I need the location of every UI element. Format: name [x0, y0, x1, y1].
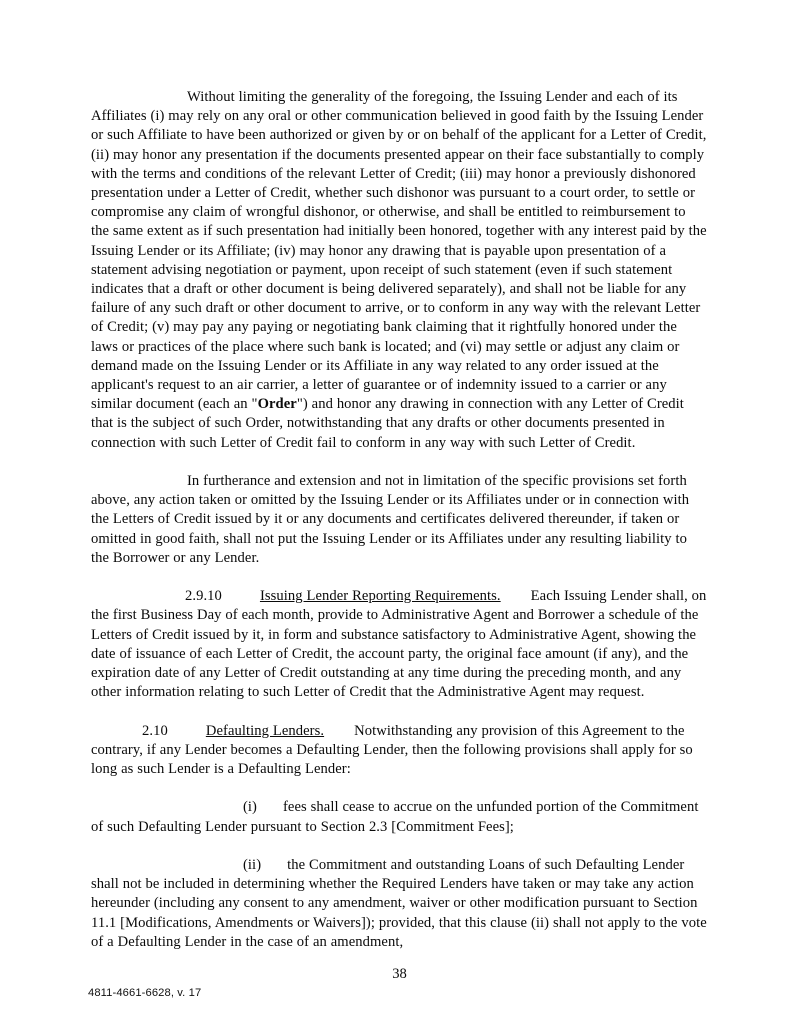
paragraph-spacer: [91, 779, 707, 798]
paragraph-issuing-lender-reliance: [91, 88, 707, 453]
paragraph-spacer: [91, 453, 707, 472]
section-text: Notwithstanding any provision of this Agreement to the contrary, if any Lender becomes a Defaulting Lender, then the following provisions shall apply for so long as such Lender is a Defaulting Lender:: [91, 722, 693, 778]
paragraph-spacer: [91, 837, 707, 856]
document-body: [91, 88, 707, 952]
paragraph-spacer: [91, 702, 707, 721]
page-number: 38: [392, 966, 407, 982]
section-text: Each Issuing Lender shall, on the first Business Day of each month, provide to Administrative Agent and Borrower a schedule of the Letters of Credit issued by it, in form and substance satisfactory to Administrative Agent, showing the date of issuance of each Letter of Credit, the account party, the original face amount (if any), and the expiration date of any Letter of Credit outstanding at any time during the preceding month, and any other information relating to such Letter of Credit that the Administrative Agent may request.: [91, 588, 707, 701]
footer-document-id: 4811-4661-6628, v. 17: [88, 987, 202, 999]
section-2-10: [91, 722, 707, 780]
section-heading: Defaulting Lenders.: [205, 722, 325, 739]
paragraph-text-part-2: ") and honor any drawing in connection with any Letter of Credit that is the subject of such Order, notwithstanding that any drafts or other documents presented in connection with such Letter of Credit fail to conform in any way with such Letter of Credit.: [91, 396, 684, 451]
paragraph-text-part-1: Without limiting the generality of the foregoing, the Issuing Lender and each of its Affiliates (i) may rely on any oral or other communication believed in good faith by the Issuing Lender or such Affiliate to have been authorized or given by or on behalf of the applicant for a Letter of Credit, (ii) may honor any presentation if the documents presented appear on their face substantially to comply with the terms and conditions of the relevant Letter of Credit; (iii) may honor a previously dishonored presentation under a Letter of Credit, whether such dishonor was pursuant to a court order, to settle or compromise any claim of wrongful dishonor, or otherwise, and shall be entitled to reimbursement to the same extent as if such presentation had initially been honored, together with any interest paid by the Issuing Lender or its Affiliate; (iv) may honor any drawing that is payable upon presentation of a statement advising negotiation or payment, upon receipt of such statement (even if such statement indicates that a draft or other document is being delivered separately), and shall not be liable for any failure of any such draft or other document to arrive, or to conform in any way with the relevant Letter of Credit; (v) may pay any paying or negotiating bank claiming that it rightfully honored under the laws or practices of the place where such bank is located; and (vi) may settle or adjust any claim or demand made on the Issuing Lender or its Affiliate in any way related to any order issued at the applicant's request to an air carrier, a letter of guarantee or of indemnity issued to a carrier or any similar document (each an ": [91, 89, 707, 413]
paragraph-spacer: [91, 568, 707, 587]
clause-text: fees shall cease to accrue on the unfunded portion of the Commitment of such Defaulting Lender pursuant to Section 2.3 [Commitment Fees];: [91, 799, 699, 835]
paragraph-text: In furtherance and extension and not in limitation of the specific provisions set forth above, any action taken or omitted by the Issuing Lender or its Affiliates under or in connection with the Letters of Credit issued by it or any documents and certificates delivered thereunder, if taken or omitted in good faith, shall not put the Issuing Lender or its Affiliates under any resulting liability to the Borrower or any Lender.: [91, 473, 690, 566]
section-2-9-10: [91, 587, 707, 702]
clause-i: [91, 798, 707, 836]
paragraph-furtherance-and-extension: [91, 472, 707, 568]
clause-marker: (i): [243, 799, 257, 816]
section-number: 2.10: [142, 722, 168, 739]
section-heading: Issuing Lender Reporting Requirements.: [259, 588, 501, 605]
defined-term-order: Order: [257, 396, 297, 413]
clause-ii: [91, 856, 707, 952]
clause-marker: (ii): [243, 857, 262, 874]
clause-text: the Commitment and outstanding Loans of such Defaulting Lender shall not be included in determining whether the Required Lenders have taken or may take any action hereunder (including any consent to any amendment, waiver or other modification pursuant to Section 11.1 [Modifications, Amendments or Waivers]); provided, that this clause (ii) shall not apply to the vote of a Defaulting Lender in the case of an amendment,: [91, 857, 707, 950]
section-number: 2.9.10: [185, 588, 222, 605]
